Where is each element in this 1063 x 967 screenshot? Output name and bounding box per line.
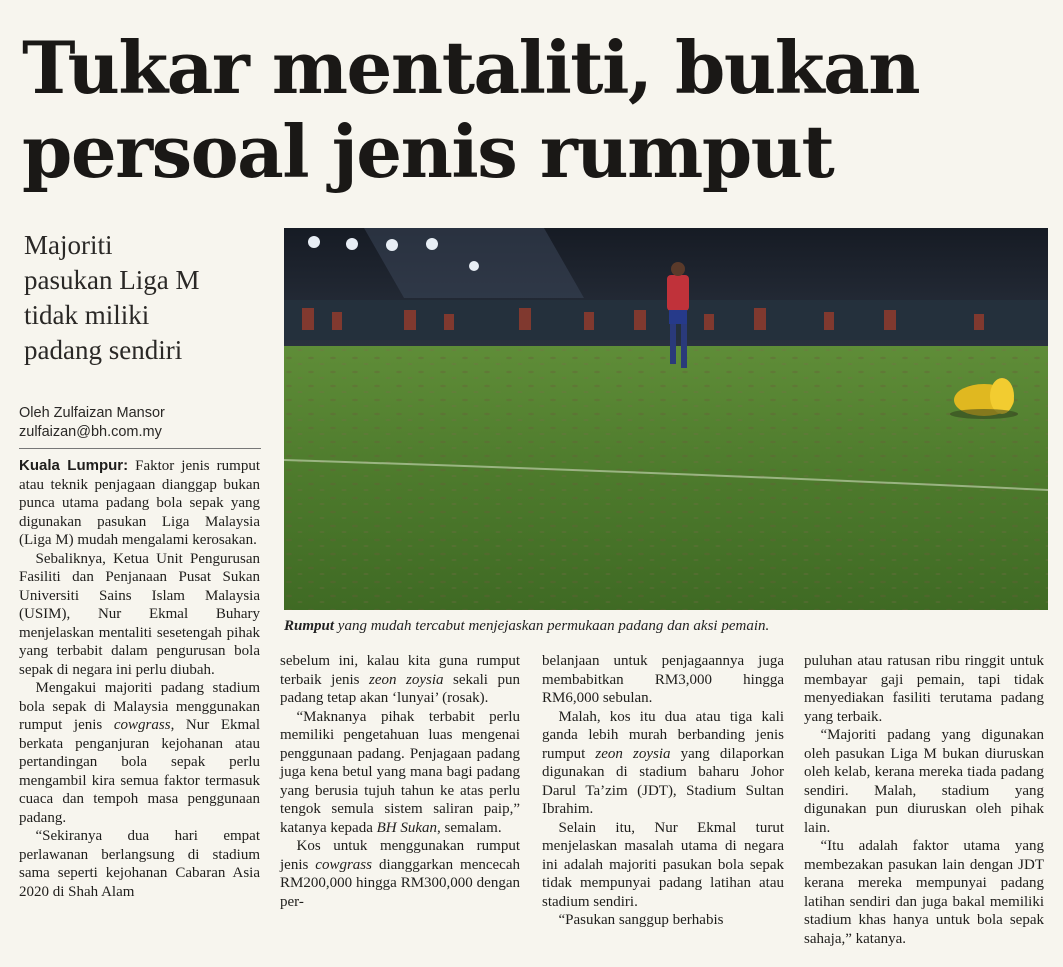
article-paragraph: “Itu adalah faktor utama yang membezakan pasukan lain dengan JDT kerana mereka mempunyai padang latihan sendiri dan juga bakal memiliki stadium khas hanya untuk bola sepak sahaja,” katanya. xyxy=(804,838,1044,947)
dateline: Kuala Lumpur: xyxy=(19,457,129,474)
article-column-3 xyxy=(542,652,784,930)
article-paragraph: “Maknanya pihak terbabit perlu memiliki pengetahuan luas mengenai penggunaan padang. Penjagaan padang juga kena betul yang mana bagi padang yang berusia tujuh tahun ke atas perlu tengok semula sistem saliran paip,” katanya kepada BH Sukan, semalam. xyxy=(280,708,520,836)
byline-author: Oleh Zulfaizan Mansor xyxy=(19,405,165,421)
article-paragraph: Kuala Lumpur: Faktor jenis rumput atau teknik penjagaan dianggap bukan punca utama padang bola sepak yang digunakan pasukan Liga Malaysia (Liga M) mudah mengalami kerosakan. xyxy=(19,457,260,548)
standfirst-line: padang sendiri xyxy=(24,335,183,365)
standfirst-line: pasukan Liga M xyxy=(24,265,200,295)
article-paragraph: “Pasukan sanggup berhabis xyxy=(558,912,724,928)
stadium-photo xyxy=(284,228,1048,610)
article-column-1 xyxy=(19,457,260,901)
article-paragraph: Malah, kos itu dua atau tiga kali ganda lebih murah berbanding jenis rumput zeon zoysia yang dilaporkan digunakan di stadium baharu Johor Darul Ta’zim (JDT), Stadium Sultan Ibrahim. xyxy=(542,708,784,817)
article-paragraph: Kos untuk menggunakan rumput jenis cowgrass dianggarkan mencecah RM200,000 hingga RM300,000 dengan per- xyxy=(280,838,520,910)
headline xyxy=(22,26,1042,194)
photo-caption xyxy=(284,616,1054,636)
article-paragraph: “Majoriti padang yang digunakan oleh pasukan Liga M bukan diuruskan oleh kelab, kerana mereka tiada padang sendiri. Malah, stadium yang digunakan pun diuruskan oleh pihak lain. xyxy=(804,727,1044,836)
caption-text: yang mudah tercabut menjejaskan permukaan padang dan aksi pemain. xyxy=(334,618,770,634)
article-paragraph: Selain itu, Nur Ekmal turut menjelaskan masalah utama di negara ini adalah majoriti pasukan bola sepak tidak mempunyai padang latihan atau stadium sendiri. xyxy=(542,819,784,910)
article-paragraph: puluhan atau ratusan ribu ringgit untuk membayar gaji pemain, tapi tidak menyediakan fasiliti terutama padang yang terbaik. xyxy=(804,653,1044,725)
article-paragraph: belanjaan untuk penjagaannya juga membabitkan RM3,000 hingga RM6,000 sebulan. xyxy=(542,653,784,706)
article-column-2 xyxy=(280,652,520,911)
standfirst-line: tidak miliki xyxy=(24,300,150,330)
headline-line-1: Tukar mentaliti, bukan xyxy=(22,25,920,110)
byline-divider xyxy=(19,448,261,449)
standfirst xyxy=(24,228,274,368)
article-paragraph: sebelum ini, kalau kita guna rumput terbaik jenis zeon zoysia sekali pun padang tetap akan ‘lunyai’ (rosak). xyxy=(280,653,520,706)
article-column-4 xyxy=(804,652,1044,948)
article-paragraph: Sebaliknya, Ketua Unit Pengurusan Fasiliti dan Penjanaan Pusat Sukan Universiti Sains Islam Malaysia (USIM), Nur Ekmal Buhary menjelaskan mentaliti sesetengah pihak yang terbabit dalam pengurusan bola sepak di negara ini perlu diubah. xyxy=(19,550,260,678)
article-paragraph: “Sekiranya dua hari empat perlawanan berlangsung di stadium sama seperti kejohanan Cabaran Asia 2020 di Shah Alam xyxy=(19,828,260,900)
caption-lead: Rumput xyxy=(284,618,335,634)
standfirst-line: Majoriti xyxy=(24,230,113,260)
byline-email: zulfaizan@bh.com.my xyxy=(19,424,162,440)
headline-line-2: persoal jenis rumput xyxy=(22,109,834,194)
article-paragraph: Mengakui majoriti padang stadium bola sepak di Malaysia menggunakan rumput jenis cowgrass, Nur Ekmal berkata penganjuran kejohanan atau pertandingan bola sepak perlu mengambil kira semua faktor termasuk cuaca dan tempoh masa penggunaan padang. xyxy=(19,680,260,826)
byline xyxy=(19,404,264,442)
